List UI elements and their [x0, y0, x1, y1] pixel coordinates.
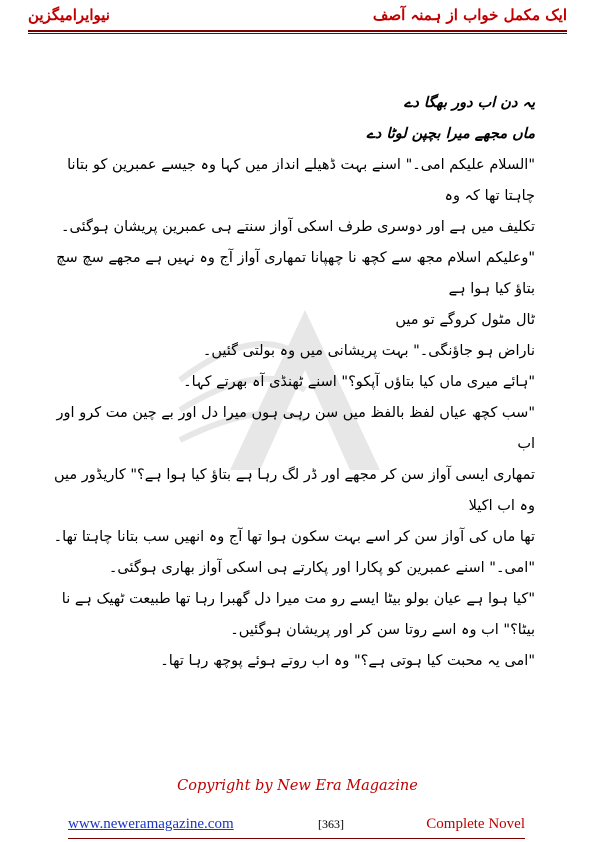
text-line: تھا ماں کی آواز سن کر اسے بہت سکون ہوا تھا آج وہ انھیں سب بتانا چاہتا تھا۔ [53, 529, 535, 545]
text-line: "امی۔" اسنے عمبرین کو پکارا اور پکارتے ہی اسکی آواز بھاری ہوگئی۔ [108, 560, 535, 576]
text-line: تمھاری ایسی آواز سن کر مجھے اور ڈر لگ رہا ہے بتاؤ کیا ہوا ہے؟" کاریڈور میں وہ اب اکیلا [53, 467, 535, 514]
text-line: ماں مجھے میرا بچپن لوٹا دے [366, 126, 535, 142]
novel-title: ایک مکمل خواب از ہمنہ آصف [372, 6, 567, 24]
copyright-notice: Copyright by New Era Magazine [177, 778, 418, 794]
header-divider [28, 30, 567, 34]
text-line: "امی یہ محبت کیا ہوتی ہے؟" وہ اب روتے ہوئے پوچھ رہا تھا۔ [160, 653, 535, 669]
text-line: ٹال مٹول کروگے تو میں [395, 312, 535, 328]
page-number: [363] [318, 817, 344, 831]
page-header [28, 4, 567, 28]
text-line: بیٹا؟" اب وہ اسے روتا سن کر اور پریشان ہوگئیں۔ [230, 622, 535, 638]
text-line: ناراض ہو جاؤنگی۔" بہت پریشانی میں وہ بولتی گئیں۔ [202, 343, 535, 359]
text-line: "وعلیکم اسلام مجھ سے کچھ نا چھپانا تمھاری آواز آج وہ نہیں ہے مجھے سچ سچ بتاؤ کیا ہوا ہے [56, 250, 535, 297]
footer-label: Complete Novel [426, 816, 525, 832]
text-line: "السلام علیکم امی۔" اسنے بہت ڈھیلے انداز میں کہا وہ جیسے عمبرین کو بتانا چاہتا تھا کہ وہ [67, 157, 535, 204]
novel-body [52, 88, 535, 677]
text-line: تکلیف میں ہے اور دوسری طرف اسکی آواز سنتے ہی عمبرین پریشان ہوگئی۔ [61, 219, 535, 235]
text-line: "کیا ہوا ہے عیان بولو بیٹا ایسے رو مت میرا دل گھبرا رہا تھا طبیعت ٹھیک ہے نا [61, 591, 535, 607]
text-line: یہ دن اب دور بھگا دے [403, 95, 535, 111]
text-line: "ہائے میری ماں کیا بتاؤں آپکو؟" اسنے ٹھنڈی آہ بھرتے کہا۔ [183, 374, 535, 390]
page-footer [68, 816, 525, 838]
website-link[interactable]: www.neweramagazine.com [68, 816, 234, 832]
text-line: "سب کچھ عیاں لفظ بالفظ میں سن رہی ہوں میرا دل اور بے چین مت کرو اور اب [56, 405, 535, 452]
magazine-title: نیوایرامیگزین [28, 6, 110, 24]
footer-divider [68, 838, 525, 839]
